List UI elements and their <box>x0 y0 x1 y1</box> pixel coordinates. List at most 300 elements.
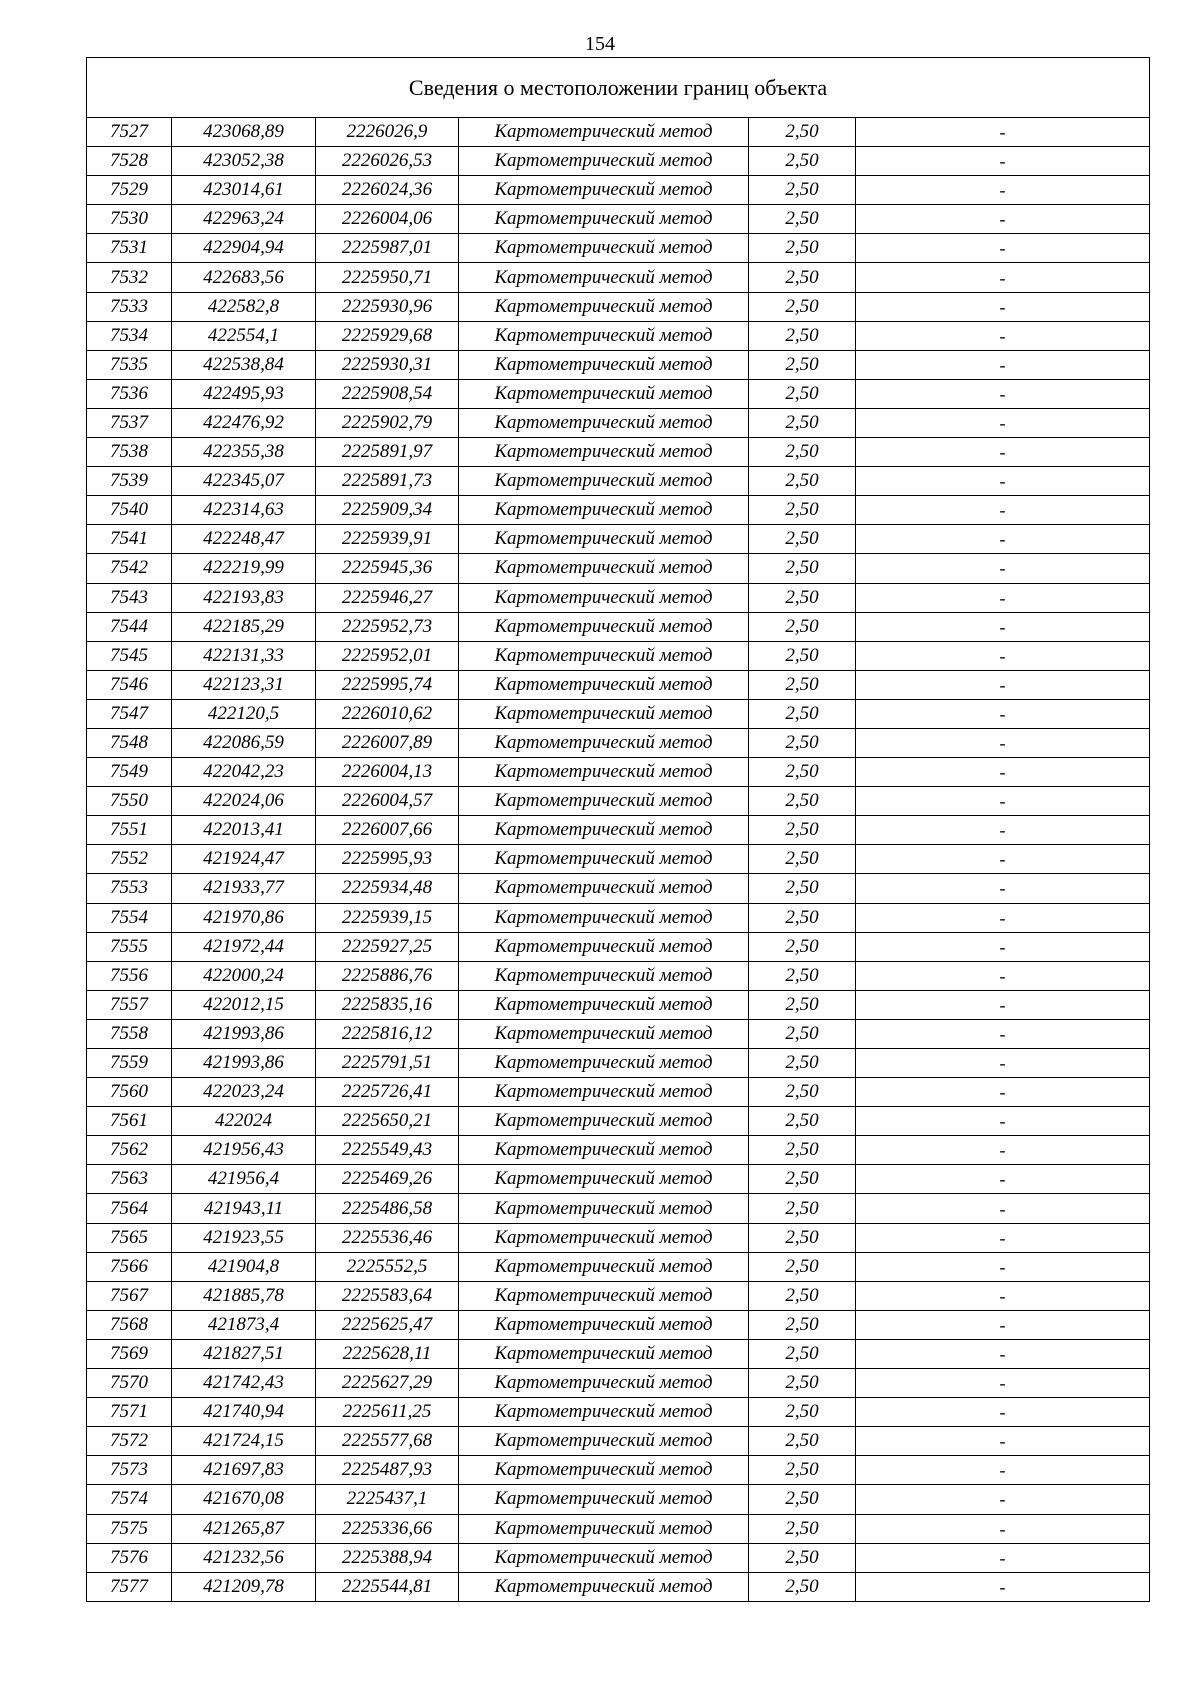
note-cell: - <box>856 816 1150 845</box>
method-cell: Картометрический метод <box>459 350 749 379</box>
method-cell: Картометрический метод <box>459 1339 749 1368</box>
point-number-cell: 7556 <box>87 961 172 990</box>
x-coordinate-cell: 422013,41 <box>172 816 316 845</box>
accuracy-cell: 2,50 <box>749 1572 856 1601</box>
table-row <box>87 1369 1150 1398</box>
accuracy-cell: 2,50 <box>749 932 856 961</box>
point-number-cell: 7552 <box>87 845 172 874</box>
note-cell: - <box>856 1252 1150 1281</box>
note-cell: - <box>856 990 1150 1019</box>
point-number-cell: 7574 <box>87 1485 172 1514</box>
table-row <box>87 147 1150 176</box>
accuracy-cell: 2,50 <box>749 408 856 437</box>
x-coordinate-cell: 423014,61 <box>172 176 316 205</box>
x-coordinate-cell: 423052,38 <box>172 147 316 176</box>
x-coordinate-cell: 421827,51 <box>172 1339 316 1368</box>
table-row <box>87 408 1150 437</box>
point-number-cell: 7529 <box>87 176 172 205</box>
point-number-cell: 7534 <box>87 321 172 350</box>
table-row <box>87 263 1150 292</box>
point-number-cell: 7527 <box>87 118 172 147</box>
accuracy-cell: 2,50 <box>749 641 856 670</box>
table-row <box>87 1456 1150 1485</box>
point-number-cell: 7567 <box>87 1281 172 1310</box>
x-coordinate-cell: 421232,56 <box>172 1543 316 1572</box>
y-coordinate-cell: 2225891,73 <box>316 467 459 496</box>
accuracy-cell: 2,50 <box>749 205 856 234</box>
note-cell: - <box>856 1107 1150 1136</box>
note-cell: - <box>856 1049 1150 1078</box>
table-row <box>87 1543 1150 1572</box>
table-row <box>87 670 1150 699</box>
method-cell: Картометрический метод <box>459 932 749 961</box>
point-number-cell: 7551 <box>87 816 172 845</box>
table-row <box>87 845 1150 874</box>
y-coordinate-cell: 2225929,68 <box>316 321 459 350</box>
method-cell: Картометрический метод <box>459 1398 749 1427</box>
method-cell: Картометрический метод <box>459 1310 749 1339</box>
table-row <box>87 641 1150 670</box>
note-cell: - <box>856 758 1150 787</box>
x-coordinate-cell: 422248,47 <box>172 525 316 554</box>
note-cell: - <box>856 699 1150 728</box>
method-cell: Картометрический метод <box>459 612 749 641</box>
method-cell: Картометрический метод <box>459 408 749 437</box>
table-row <box>87 932 1150 961</box>
point-number-cell: 7568 <box>87 1310 172 1339</box>
x-coordinate-cell: 421943,11 <box>172 1194 316 1223</box>
point-number-cell: 7576 <box>87 1543 172 1572</box>
point-number-cell: 7548 <box>87 728 172 757</box>
accuracy-cell: 2,50 <box>749 147 856 176</box>
x-coordinate-cell: 422554,1 <box>172 321 316 350</box>
y-coordinate-cell: 2225945,36 <box>316 554 459 583</box>
y-coordinate-cell: 2225536,46 <box>316 1223 459 1252</box>
y-coordinate-cell: 2225909,34 <box>316 496 459 525</box>
note-cell: - <box>856 612 1150 641</box>
y-coordinate-cell: 2225835,16 <box>316 990 459 1019</box>
y-coordinate-cell: 2225577,68 <box>316 1427 459 1456</box>
point-number-cell: 7535 <box>87 350 172 379</box>
accuracy-cell: 2,50 <box>749 118 856 147</box>
x-coordinate-cell: 422120,5 <box>172 699 316 728</box>
note-cell: - <box>856 1194 1150 1223</box>
accuracy-cell: 2,50 <box>749 1078 856 1107</box>
method-cell: Картометрический метод <box>459 1543 749 1572</box>
note-cell: - <box>856 641 1150 670</box>
method-cell: Картометрический метод <box>459 1223 749 1252</box>
point-number-cell: 7536 <box>87 379 172 408</box>
point-number-cell: 7537 <box>87 408 172 437</box>
y-coordinate-cell: 2225816,12 <box>316 1019 459 1048</box>
accuracy-cell: 2,50 <box>749 1252 856 1281</box>
y-coordinate-cell: 2225627,29 <box>316 1369 459 1398</box>
x-coordinate-cell: 422023,24 <box>172 1078 316 1107</box>
table-row <box>87 321 1150 350</box>
method-cell: Картометрический метод <box>459 816 749 845</box>
note-cell: - <box>856 525 1150 554</box>
x-coordinate-cell: 421956,43 <box>172 1136 316 1165</box>
x-coordinate-cell: 421697,83 <box>172 1456 316 1485</box>
table-row <box>87 438 1150 467</box>
point-number-cell: 7555 <box>87 932 172 961</box>
x-coordinate-cell: 421970,86 <box>172 903 316 932</box>
y-coordinate-cell: 2225891,97 <box>316 438 459 467</box>
method-cell: Картометрический метод <box>459 1514 749 1543</box>
note-cell: - <box>856 176 1150 205</box>
accuracy-cell: 2,50 <box>749 583 856 612</box>
note-cell: - <box>856 961 1150 990</box>
point-number-cell: 7554 <box>87 903 172 932</box>
x-coordinate-cell: 422024 <box>172 1107 316 1136</box>
y-coordinate-cell: 2226007,66 <box>316 816 459 845</box>
method-cell: Картометрический метод <box>459 554 749 583</box>
y-coordinate-cell: 2225952,01 <box>316 641 459 670</box>
y-coordinate-cell: 2225628,11 <box>316 1339 459 1368</box>
method-cell: Картометрический метод <box>459 699 749 728</box>
x-coordinate-cell: 421265,87 <box>172 1514 316 1543</box>
y-coordinate-cell: 2225987,01 <box>316 234 459 263</box>
accuracy-cell: 2,50 <box>749 379 856 408</box>
accuracy-cell: 2,50 <box>749 1223 856 1252</box>
x-coordinate-cell: 422495,93 <box>172 379 316 408</box>
y-coordinate-cell: 2225544,81 <box>316 1572 459 1601</box>
x-coordinate-cell: 422131,33 <box>172 641 316 670</box>
accuracy-cell: 2,50 <box>749 787 856 816</box>
y-coordinate-cell: 2226026,9 <box>316 118 459 147</box>
y-coordinate-cell: 2225486,58 <box>316 1194 459 1223</box>
y-coordinate-cell: 2226024,36 <box>316 176 459 205</box>
method-cell: Картометрический метод <box>459 641 749 670</box>
point-number-cell: 7542 <box>87 554 172 583</box>
method-cell: Картометрический метод <box>459 1078 749 1107</box>
method-cell: Картометрический метод <box>459 496 749 525</box>
method-cell: Картометрический метод <box>459 1136 749 1165</box>
accuracy-cell: 2,50 <box>749 263 856 292</box>
note-cell: - <box>856 1427 1150 1456</box>
method-cell: Картометрический метод <box>459 379 749 408</box>
y-coordinate-cell: 2226004,13 <box>316 758 459 787</box>
method-cell: Картометрический метод <box>459 1456 749 1485</box>
y-coordinate-cell: 2226004,57 <box>316 787 459 816</box>
table-row <box>87 612 1150 641</box>
accuracy-cell: 2,50 <box>749 612 856 641</box>
method-cell: Картометрический метод <box>459 1049 749 1078</box>
y-coordinate-cell: 2225388,94 <box>316 1543 459 1572</box>
point-number-cell: 7539 <box>87 467 172 496</box>
point-number-cell: 7560 <box>87 1078 172 1107</box>
x-coordinate-cell: 422904,94 <box>172 234 316 263</box>
note-cell: - <box>856 903 1150 932</box>
x-coordinate-cell: 422012,15 <box>172 990 316 1019</box>
point-number-cell: 7553 <box>87 874 172 903</box>
accuracy-cell: 2,50 <box>749 1543 856 1572</box>
accuracy-cell: 2,50 <box>749 1281 856 1310</box>
method-cell: Картометрический метод <box>459 147 749 176</box>
accuracy-cell: 2,50 <box>749 1194 856 1223</box>
y-coordinate-cell: 2225469,26 <box>316 1165 459 1194</box>
method-cell: Картометрический метод <box>459 583 749 612</box>
note-cell: - <box>856 1136 1150 1165</box>
x-coordinate-cell: 422582,8 <box>172 292 316 321</box>
note-cell: - <box>856 670 1150 699</box>
accuracy-cell: 2,50 <box>749 292 856 321</box>
method-cell: Картометрический метод <box>459 1107 749 1136</box>
table-row <box>87 816 1150 845</box>
table-row <box>87 350 1150 379</box>
method-cell: Картометрический метод <box>459 845 749 874</box>
method-cell: Картометрический метод <box>459 321 749 350</box>
accuracy-cell: 2,50 <box>749 496 856 525</box>
x-coordinate-cell: 421904,8 <box>172 1252 316 1281</box>
y-coordinate-cell: 2225549,43 <box>316 1136 459 1165</box>
table-row <box>87 874 1150 903</box>
table-row <box>87 1310 1150 1339</box>
accuracy-cell: 2,50 <box>749 903 856 932</box>
x-coordinate-cell: 421956,4 <box>172 1165 316 1194</box>
accuracy-cell: 2,50 <box>749 1136 856 1165</box>
table-row <box>87 176 1150 205</box>
y-coordinate-cell: 2225952,73 <box>316 612 459 641</box>
table-row <box>87 758 1150 787</box>
accuracy-cell: 2,50 <box>749 350 856 379</box>
table-row <box>87 205 1150 234</box>
note-cell: - <box>856 1223 1150 1252</box>
x-coordinate-cell: 422219,99 <box>172 554 316 583</box>
accuracy-cell: 2,50 <box>749 758 856 787</box>
table-row <box>87 1427 1150 1456</box>
x-coordinate-cell: 422000,24 <box>172 961 316 990</box>
point-number-cell: 7528 <box>87 147 172 176</box>
method-cell: Картометрический метод <box>459 525 749 554</box>
x-coordinate-cell: 421933,77 <box>172 874 316 903</box>
point-number-cell: 7541 <box>87 525 172 554</box>
accuracy-cell: 2,50 <box>749 467 856 496</box>
note-cell: - <box>856 263 1150 292</box>
point-number-cell: 7575 <box>87 1514 172 1543</box>
y-coordinate-cell: 2225934,48 <box>316 874 459 903</box>
y-coordinate-cell: 2225336,66 <box>316 1514 459 1543</box>
y-coordinate-cell: 2226007,89 <box>316 728 459 757</box>
table-row <box>87 1485 1150 1514</box>
point-number-cell: 7532 <box>87 263 172 292</box>
x-coordinate-cell: 422963,24 <box>172 205 316 234</box>
point-number-cell: 7569 <box>87 1339 172 1368</box>
method-cell: Картометрический метод <box>459 903 749 932</box>
point-number-cell: 7557 <box>87 990 172 1019</box>
x-coordinate-cell: 421209,78 <box>172 1572 316 1601</box>
method-cell: Картометрический метод <box>459 1572 749 1601</box>
note-cell: - <box>856 118 1150 147</box>
y-coordinate-cell: 2225886,76 <box>316 961 459 990</box>
accuracy-cell: 2,50 <box>749 1165 856 1194</box>
accuracy-cell: 2,50 <box>749 1049 856 1078</box>
accuracy-cell: 2,50 <box>749 1514 856 1543</box>
point-number-cell: 7573 <box>87 1456 172 1485</box>
point-number-cell: 7562 <box>87 1136 172 1165</box>
accuracy-cell: 2,50 <box>749 874 856 903</box>
x-coordinate-cell: 422314,63 <box>172 496 316 525</box>
method-cell: Картометрический метод <box>459 670 749 699</box>
accuracy-cell: 2,50 <box>749 1310 856 1339</box>
table-row <box>87 1078 1150 1107</box>
note-cell: - <box>856 438 1150 467</box>
accuracy-cell: 2,50 <box>749 1107 856 1136</box>
y-coordinate-cell: 2225726,41 <box>316 1078 459 1107</box>
accuracy-cell: 2,50 <box>749 554 856 583</box>
point-number-cell: 7558 <box>87 1019 172 1048</box>
method-cell: Картометрический метод <box>459 1369 749 1398</box>
note-cell: - <box>856 292 1150 321</box>
note-cell: - <box>856 1543 1150 1572</box>
y-coordinate-cell: 2225930,96 <box>316 292 459 321</box>
table-row <box>87 118 1150 147</box>
table-body <box>87 58 1150 1602</box>
point-number-cell: 7550 <box>87 787 172 816</box>
accuracy-cell: 2,50 <box>749 438 856 467</box>
point-number-cell: 7547 <box>87 699 172 728</box>
note-cell: - <box>856 1369 1150 1398</box>
method-cell: Картометрический метод <box>459 961 749 990</box>
point-number-cell: 7572 <box>87 1427 172 1456</box>
table-row <box>87 1252 1150 1281</box>
method-cell: Картометрический метод <box>459 728 749 757</box>
point-number-cell: 7561 <box>87 1107 172 1136</box>
x-coordinate-cell: 421923,55 <box>172 1223 316 1252</box>
accuracy-cell: 2,50 <box>749 816 856 845</box>
note-cell: - <box>856 1339 1150 1368</box>
note-cell: - <box>856 147 1150 176</box>
point-number-cell: 7538 <box>87 438 172 467</box>
accuracy-cell: 2,50 <box>749 1339 856 1368</box>
y-coordinate-cell: 2226010,62 <box>316 699 459 728</box>
y-coordinate-cell: 2225995,93 <box>316 845 459 874</box>
point-number-cell: 7559 <box>87 1049 172 1078</box>
accuracy-cell: 2,50 <box>749 990 856 1019</box>
x-coordinate-cell: 422355,38 <box>172 438 316 467</box>
note-cell: - <box>856 554 1150 583</box>
table-row <box>87 1136 1150 1165</box>
table-row <box>87 1223 1150 1252</box>
point-number-cell: 7531 <box>87 234 172 263</box>
table-title: Сведения о местоположении границ объекта <box>87 58 1150 118</box>
y-coordinate-cell: 2226026,53 <box>316 147 459 176</box>
x-coordinate-cell: 421740,94 <box>172 1398 316 1427</box>
x-coordinate-cell: 421972,44 <box>172 932 316 961</box>
note-cell: - <box>856 350 1150 379</box>
y-coordinate-cell: 2226004,06 <box>316 205 459 234</box>
y-coordinate-cell: 2225437,1 <box>316 1485 459 1514</box>
method-cell: Картометрический метод <box>459 874 749 903</box>
note-cell: - <box>856 874 1150 903</box>
note-cell: - <box>856 321 1150 350</box>
accuracy-cell: 2,50 <box>749 728 856 757</box>
point-number-cell: 7549 <box>87 758 172 787</box>
point-number-cell: 7540 <box>87 496 172 525</box>
point-number-cell: 7546 <box>87 670 172 699</box>
y-coordinate-cell: 2225946,27 <box>316 583 459 612</box>
note-cell: - <box>856 583 1150 612</box>
note-cell: - <box>856 932 1150 961</box>
note-cell: - <box>856 408 1150 437</box>
accuracy-cell: 2,50 <box>749 176 856 205</box>
accuracy-cell: 2,50 <box>749 699 856 728</box>
point-number-cell: 7545 <box>87 641 172 670</box>
method-cell: Картометрический метод <box>459 467 749 496</box>
x-coordinate-cell: 422345,07 <box>172 467 316 496</box>
point-number-cell: 7530 <box>87 205 172 234</box>
table-row <box>87 728 1150 757</box>
note-cell: - <box>856 728 1150 757</box>
table-row <box>87 1019 1150 1048</box>
y-coordinate-cell: 2225611,25 <box>316 1398 459 1427</box>
x-coordinate-cell: 421873,4 <box>172 1310 316 1339</box>
point-number-cell: 7564 <box>87 1194 172 1223</box>
accuracy-cell: 2,50 <box>749 525 856 554</box>
y-coordinate-cell: 2225927,25 <box>316 932 459 961</box>
x-coordinate-cell: 421885,78 <box>172 1281 316 1310</box>
table-row <box>87 1049 1150 1078</box>
y-coordinate-cell: 2225939,15 <box>316 903 459 932</box>
method-cell: Картометрический метод <box>459 292 749 321</box>
accuracy-cell: 2,50 <box>749 1456 856 1485</box>
table-row <box>87 1572 1150 1601</box>
x-coordinate-cell: 421742,43 <box>172 1369 316 1398</box>
table-row <box>87 292 1150 321</box>
point-number-cell: 7533 <box>87 292 172 321</box>
note-cell: - <box>856 1281 1150 1310</box>
y-coordinate-cell: 2225625,47 <box>316 1310 459 1339</box>
note-cell: - <box>856 1572 1150 1601</box>
table-row <box>87 583 1150 612</box>
method-cell: Картометрический метод <box>459 176 749 205</box>
x-coordinate-cell: 422086,59 <box>172 728 316 757</box>
x-coordinate-cell: 422185,29 <box>172 612 316 641</box>
y-coordinate-cell: 2225939,91 <box>316 525 459 554</box>
y-coordinate-cell: 2225930,31 <box>316 350 459 379</box>
note-cell: - <box>856 1398 1150 1427</box>
accuracy-cell: 2,50 <box>749 321 856 350</box>
x-coordinate-cell: 421993,86 <box>172 1019 316 1048</box>
y-coordinate-cell: 2225552,5 <box>316 1252 459 1281</box>
y-coordinate-cell: 2225908,54 <box>316 379 459 408</box>
y-coordinate-cell: 2225583,64 <box>316 1281 459 1310</box>
table-row <box>87 903 1150 932</box>
method-cell: Картометрический метод <box>459 1194 749 1223</box>
x-coordinate-cell: 422683,56 <box>172 263 316 292</box>
accuracy-cell: 2,50 <box>749 1369 856 1398</box>
accuracy-cell: 2,50 <box>749 1019 856 1048</box>
accuracy-cell: 2,50 <box>749 1398 856 1427</box>
table-row <box>87 1514 1150 1543</box>
method-cell: Картометрический метод <box>459 1165 749 1194</box>
method-cell: Картометрический метод <box>459 118 749 147</box>
x-coordinate-cell: 422024,06 <box>172 787 316 816</box>
x-coordinate-cell: 421924,47 <box>172 845 316 874</box>
method-cell: Картометрический метод <box>459 438 749 467</box>
note-cell: - <box>856 845 1150 874</box>
note-cell: - <box>856 205 1150 234</box>
y-coordinate-cell: 2225791,51 <box>316 1049 459 1078</box>
table-row <box>87 525 1150 554</box>
note-cell: - <box>856 1456 1150 1485</box>
table-title-row <box>87 58 1150 118</box>
table-row <box>87 1107 1150 1136</box>
method-cell: Картометрический метод <box>459 1019 749 1048</box>
method-cell: Картометрический метод <box>459 234 749 263</box>
point-number-cell: 7570 <box>87 1369 172 1398</box>
table-row <box>87 1281 1150 1310</box>
